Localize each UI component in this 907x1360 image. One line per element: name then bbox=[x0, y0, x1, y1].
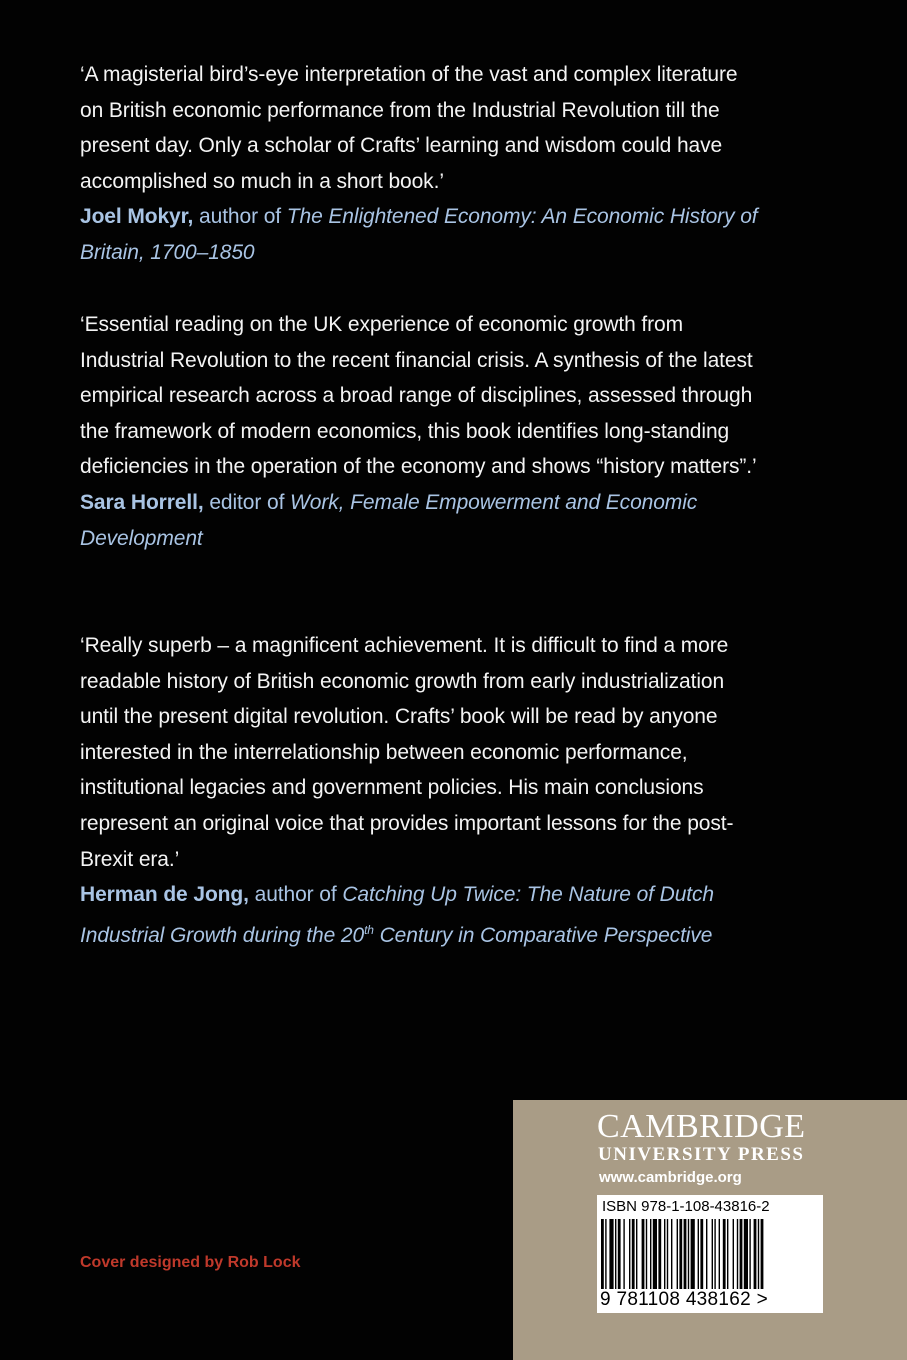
reviewer-name: Joel Mokyr, bbox=[80, 205, 194, 229]
quote-attribution bbox=[80, 485, 760, 556]
book-title-superscript: th bbox=[364, 922, 374, 937]
review-quote-de-jong bbox=[80, 628, 760, 953]
barcode bbox=[597, 1195, 823, 1313]
publisher-name: CAMBRIDGE bbox=[597, 1108, 806, 1145]
reviewer-role: author of bbox=[193, 205, 287, 229]
barcode-bars-icon bbox=[601, 1219, 817, 1289]
book-title-part: Century in Comparative Perspective bbox=[373, 923, 713, 947]
reviewer-role: author of bbox=[248, 883, 343, 907]
reviewer-name: Herman de Jong, bbox=[80, 883, 249, 907]
reviewer-book-title: Work, Female Empowerment and Economic Development bbox=[80, 490, 698, 550]
quote-attribution bbox=[80, 199, 760, 270]
barcode-digits: 9 781108 438162 > bbox=[600, 1289, 768, 1310]
review-quote-mokyr bbox=[80, 57, 760, 271]
book-title-part: Catching Up Twice: The Nature of Dutch Industrial Growth during the 20 bbox=[80, 883, 714, 947]
quote-text: ‘Essential reading on the UK experience of economic growth from Industrial Revolution to the recent financial crisis. A synthesis of the latest empirical research across a broad range of disciplines, assessed through the framework of modern economics, this book identifies long-standing deficiencies in the operation of the economy and shows “history matters”.’ bbox=[80, 313, 757, 479]
cover-designer-credit: Cover designed by Rob Lock bbox=[80, 1254, 301, 1271]
quote-text: ‘Really superb – a magnificent achievement. It is difficult to find a more readable history of British economic growth from early industrialization until the present digital revolution. Crafts’ book will be read by anyone interested in the interrelationship between economic performance, institutional legacies and government policies. His main conclusions represent an original voice that provides important lessons for the post-Brexit era.’ bbox=[80, 634, 734, 871]
publisher-url: www.cambridge.org bbox=[599, 1169, 742, 1186]
quote-text: ‘A magisterial bird’s-eye interpretation of the vast and complex literature on British economic performance from the Industrial Revolution till the present day. Only a scholar of Crafts’ learning and wisdom could have accomplished so much in a short book.’ bbox=[80, 63, 738, 193]
review-quote-horrell bbox=[80, 307, 760, 556]
publisher-panel bbox=[513, 1100, 907, 1360]
quote-attribution bbox=[80, 877, 760, 953]
publisher-press: UNIVERSITY PRESS bbox=[598, 1144, 805, 1165]
reviewer-name: Sara Horrell, bbox=[80, 490, 204, 514]
reviewer-role: editor of bbox=[203, 490, 291, 514]
isbn-text: ISBN 978-1-108-43816-2 bbox=[602, 1198, 770, 1215]
reviewer-book-title: The Enlightened Economy: An Economic History of Britain, 1700–1850 bbox=[80, 205, 758, 264]
